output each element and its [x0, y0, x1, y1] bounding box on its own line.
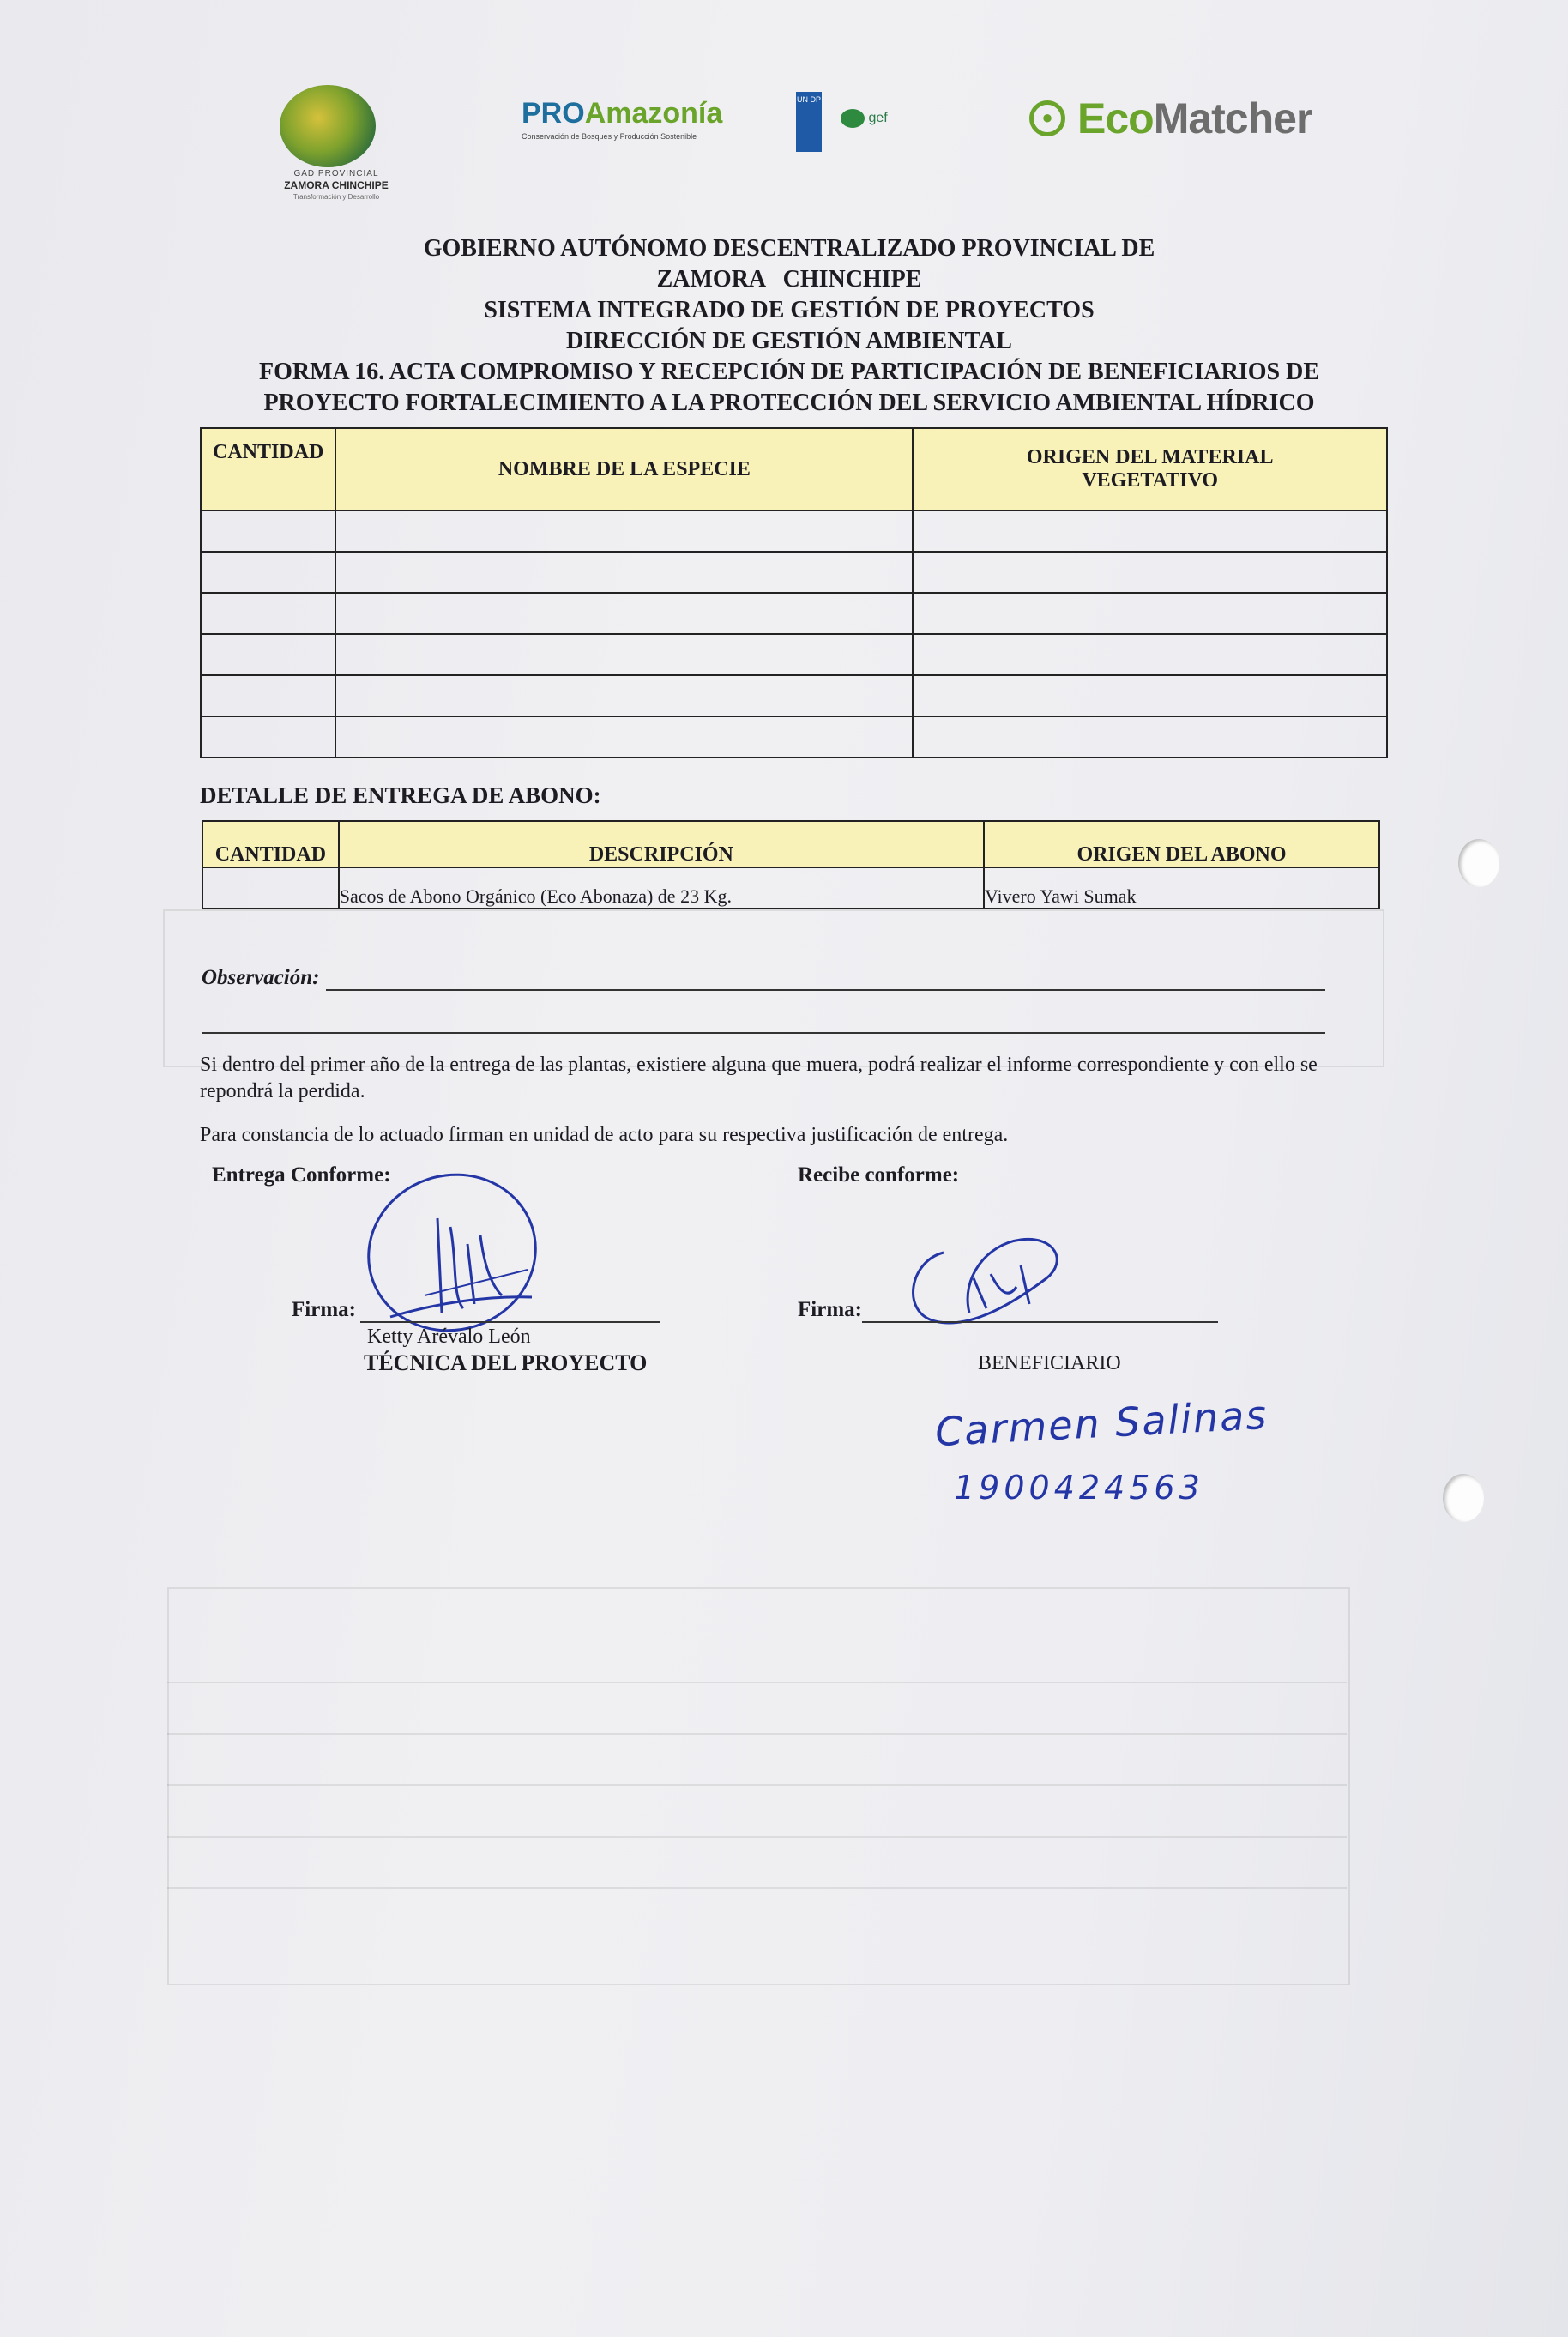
table-row — [201, 552, 1387, 593]
table-cell[interactable] — [335, 510, 913, 552]
firma-label-recibe: Firma: — [798, 1298, 862, 1321]
table-cell[interactable] — [335, 593, 913, 634]
show-through-line — [167, 1682, 1347, 1683]
ecomatcher-eco: Eco — [1077, 94, 1154, 142]
show-through-line — [167, 1733, 1347, 1735]
abono-cantidad-cell[interactable] — [202, 867, 339, 909]
abono-origen-cell[interactable]: Vivero Yawi Sumak — [984, 867, 1379, 909]
col-cantidad: CANTIDAD — [202, 821, 339, 867]
entrega-conforme-label: Entrega Conforme: — [212, 1163, 391, 1187]
table-cell[interactable] — [201, 716, 335, 758]
col-descripcion: DESCRIPCIÓN — [339, 821, 984, 867]
table-row — [201, 634, 1387, 675]
table-cell[interactable] — [913, 675, 1387, 716]
table-cell[interactable] — [335, 716, 913, 758]
undp-label: UN DP — [796, 95, 821, 104]
show-through-box — [163, 909, 1384, 1067]
header-line-6: PROYECTO FORTALECIMIENTO A LA PROTECCIÓN DEL SERVICIO AMBIENTAL HÍDRICO — [263, 390, 1315, 416]
table-cell[interactable] — [335, 634, 913, 675]
punch-hole-icon — [1458, 839, 1499, 887]
show-through-line — [167, 1836, 1347, 1838]
table-cell[interactable] — [201, 593, 335, 634]
col-origen-abono: ORIGEN DEL ABONO — [984, 821, 1379, 867]
gef-logo — [841, 109, 935, 143]
undp-logo — [796, 92, 822, 152]
observacion-field[interactable] — [326, 989, 1325, 991]
species-table — [200, 427, 1388, 758]
firma-label-entrega: Firma: — [292, 1298, 356, 1321]
table-row — [201, 716, 1387, 758]
location-pin-icon: ● — [1029, 100, 1065, 136]
beneficiario-handwritten-id: 1900424563 — [954, 1469, 1204, 1507]
table-cell[interactable] — [913, 593, 1387, 634]
proamazonia-pro: PRO — [522, 97, 585, 130]
punch-hole-icon — [1443, 1474, 1484, 1522]
table-cell[interactable] — [335, 552, 913, 593]
table-cell[interactable] — [913, 510, 1387, 552]
gef-leaf-icon — [841, 109, 865, 128]
gad-emblem-icon — [280, 85, 376, 167]
abono-table — [202, 820, 1380, 909]
gad-zamora-logo — [268, 82, 405, 210]
firma-line-entrega[interactable] — [360, 1321, 660, 1323]
table-cell[interactable] — [913, 552, 1387, 593]
firma-line-recibe[interactable] — [862, 1321, 1218, 1323]
table-cell[interactable] — [913, 716, 1387, 758]
table-cell[interactable] — [201, 675, 335, 716]
show-through-table — [167, 1587, 1350, 1985]
table-cell[interactable] — [201, 634, 335, 675]
gef-label: gef — [868, 111, 888, 126]
tecnico-signature — [356, 1167, 545, 1338]
beneficiario-role: BENEFICIARIO — [978, 1352, 1121, 1374]
beneficiario-handwritten-name: Carmen Salinas — [933, 1391, 1269, 1456]
replacement-clause: Si dentro del primer año de la entrega de las plantas, existiere alguna que muera, podrá realizar el informe correspondiente y con ello se repondrá la perdida. — [200, 1054, 1318, 1102]
observacion-field-line[interactable] — [202, 1032, 1325, 1034]
proamazonia-subtitle: Conservación de Bosques y Producción Sostenible — [522, 132, 697, 141]
abono-descripcion-cell[interactable]: Sacos de Abono Orgánico (Eco Abonaza) de 23 Kg. — [339, 867, 984, 909]
ecomatcher-logo — [1029, 94, 1355, 145]
gad-caption-bottom: Transformación y Desarrollo — [292, 193, 380, 201]
header-line-4: DIRECCIÓN DE GESTIÓN AMBIENTAL — [566, 328, 1012, 354]
recibe-conforme-label: Recibe conforme: — [798, 1163, 960, 1187]
show-through-line — [167, 1784, 1347, 1786]
table-cell[interactable] — [201, 510, 335, 552]
table-row — [201, 675, 1387, 716]
col-origen-material: ORIGEN DEL MATERIAL VEGETATIVO — [913, 428, 1387, 510]
tecnico-name: Ketty Arévalo León — [367, 1326, 531, 1348]
proamazonia-amazonia: Amazonía — [584, 97, 723, 130]
species-table-header — [201, 428, 1387, 510]
tecnico-role: TÉCNICA DEL PROYECTO — [364, 1350, 648, 1375]
table-cell[interactable] — [913, 634, 1387, 675]
gad-caption-top: GAD PROVINCIAL — [293, 169, 379, 178]
table-row — [201, 510, 1387, 552]
constancia-text: Para constancia de lo actuado firman en unidad de acto para su respectiva justificación de entrega. — [200, 1124, 1009, 1146]
beneficiario-signature — [892, 1227, 1072, 1347]
header-line-1: GOBIERNO AUTÓNOMO DESCENTRALIZADO PROVINCIAL DE — [423, 235, 1155, 262]
table-row — [201, 593, 1387, 634]
table-cell[interactable] — [201, 552, 335, 593]
gad-caption-name: ZAMORA CHINCHIPE — [284, 179, 389, 191]
abono-section-title: DETALLE DE ENTREGA DE ABONO: — [200, 782, 601, 808]
table-cell[interactable] — [335, 675, 913, 716]
col-cantidad: CANTIDAD — [201, 428, 335, 510]
observacion-label: Observación: — [202, 966, 320, 989]
logo-strip — [0, 82, 1568, 210]
header-line-5: FORMA 16. ACTA COMPROMISO Y RECEPCIÓN DE PARTICIPACIÓN DE BENEFICIARIOS DE — [258, 359, 1320, 385]
table-row — [202, 867, 1379, 909]
abono-table-header — [202, 821, 1379, 867]
ecomatcher-matcher: Matcher — [1153, 94, 1312, 142]
col-nombre-especie: NOMBRE DE LA ESPECIE — [335, 428, 913, 510]
document-header — [197, 233, 1381, 419]
header-line-2: ZAMORA CHINCHIPE — [656, 266, 922, 293]
show-through-line — [167, 1887, 1347, 1889]
proamazonia-logo — [522, 97, 753, 141]
header-line-3: SISTEMA INTEGRADO DE GESTIÓN DE PROYECTOS — [484, 297, 1095, 323]
